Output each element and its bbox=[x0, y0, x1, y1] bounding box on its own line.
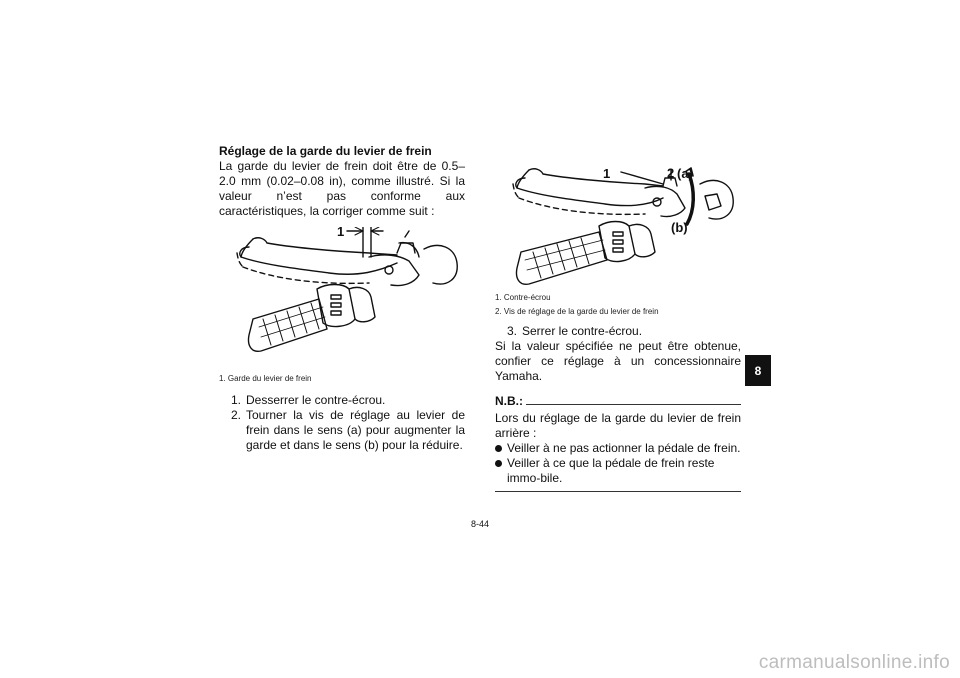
figure-caption-1: 1. Contre-écrou bbox=[495, 293, 551, 302]
nb-rule bbox=[526, 404, 741, 405]
steps-list bbox=[219, 393, 465, 453]
step-3: 3. Serrer le contre-écrou. bbox=[506, 324, 643, 338]
nb-bullet-2: Veiller à ce que la pédale de frein reste immo-bile. bbox=[495, 456, 741, 486]
step-1: 1. Desserrer le contre-écrou. bbox=[230, 393, 386, 407]
watermark: carmanualsonline.info bbox=[758, 652, 950, 673]
dealer-paragraph: Si la valeur spécifiée ne peut être obtenue, confier ce réglage à un concessionnaire Yamaha. bbox=[495, 339, 741, 383]
nb-header bbox=[495, 394, 741, 408]
section-tab: 8 bbox=[745, 355, 771, 386]
nb-end-rule bbox=[495, 491, 741, 492]
steps-list-continued bbox=[495, 324, 741, 339]
figure-label-a: (a) bbox=[677, 166, 693, 181]
nb-bullets bbox=[495, 441, 741, 486]
left-column bbox=[219, 144, 465, 453]
page-number: 8-44 bbox=[470, 519, 489, 529]
bullet-icon bbox=[495, 441, 507, 456]
nb-title: N.B.: bbox=[495, 394, 523, 408]
figure-label-1: 1 bbox=[603, 166, 611, 181]
step-2: 2. Tourner la vis de réglage au levier de frein dans le sens (a) pour augmenter la garde et dans le sens (b) pour la réduire. bbox=[230, 408, 465, 452]
figure-label-b: (b) bbox=[671, 220, 688, 235]
nb-bullet-1: Veiller à ne pas actionner la pédale de frein. bbox=[495, 441, 741, 456]
figure-caption-2: 2. Vis de réglage de la garde du levier de frein bbox=[495, 307, 659, 316]
intro-paragraph: La garde du levier de frein doit être de 0.5–2.0 mm (0.02–0.08 in), comme illustré. Si la valeur n’est pas conforme aux caractéristiques, la corriger comme suit : bbox=[219, 159, 465, 218]
figure-label-1: 1 bbox=[337, 227, 345, 239]
figure-label-2: 2 bbox=[667, 166, 675, 181]
right-column bbox=[495, 166, 741, 492]
section-heading: Réglage de la garde du levier de frein bbox=[219, 144, 432, 158]
bullet-icon bbox=[495, 456, 507, 486]
adjusting-bolt-locknut-illustration bbox=[495, 166, 741, 288]
figure-caption: 1. Garde du levier de frein bbox=[219, 374, 312, 383]
brake-lever-free-play-illustration bbox=[219, 227, 465, 367]
nb-intro: Lors du réglage de la garde du levier de frein arrière : bbox=[495, 411, 741, 440]
